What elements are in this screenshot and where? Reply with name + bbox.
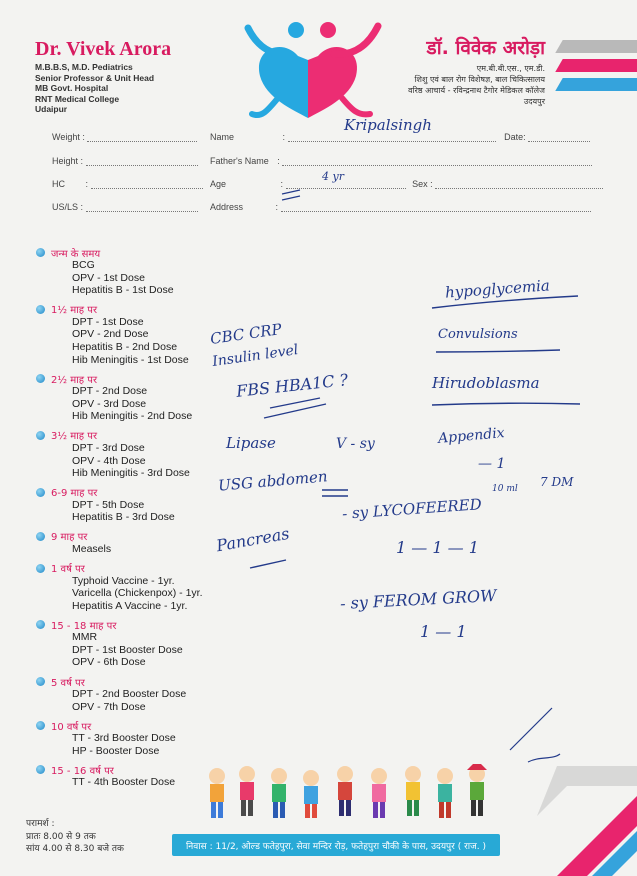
vaccine-item: DPT - 5th Dose bbox=[72, 498, 145, 511]
patient-name-handwritten: Kripalsingh bbox=[344, 116, 432, 134]
hw-diagnosis-4: Appendix bbox=[437, 425, 506, 447]
residence-address-banner: निवास : 11/2, ओल्ड फतेहपुरा, सेवा मन्दिर रोड़, फतेहपुरा चौकी के पास, उदयपुर ( राज. ) bbox=[172, 834, 500, 856]
vaccine-item: Hepatitis B - 2nd Dose bbox=[72, 340, 178, 353]
schedule-heading-text: 2½ माह पर bbox=[51, 374, 98, 386]
vaccine-item: Hib Meningitis - 2nd Dose bbox=[72, 410, 193, 423]
schedule-heading-text: 15 - 16 वर्ष पर bbox=[51, 765, 114, 777]
schedule-heading-text: 1½ माह पर bbox=[51, 305, 98, 317]
vaccine-item: DPT - 2nd Booster Dose bbox=[72, 688, 187, 701]
hw-rx-3: - sy FEROM GROW bbox=[339, 585, 498, 614]
vaccine-item: DPT - 1st Dose bbox=[72, 315, 144, 328]
hw-test-5: USG abdomen bbox=[217, 467, 329, 495]
hw-dose-1: 1 — 1 — 1 bbox=[396, 538, 479, 557]
sex-label: Sex : bbox=[412, 179, 433, 189]
fathers-name-label: Father's Name bbox=[210, 156, 269, 166]
vaccine-item: MMR bbox=[72, 631, 98, 644]
vaccine-item: Hepatitis B - 1st Dose bbox=[72, 284, 174, 297]
hw-rx-2: - sy LYCOFEERED bbox=[341, 495, 483, 523]
vaccine-item: OPV - 3rd Dose bbox=[72, 397, 147, 410]
schedule-heading-text: 9 माह पर bbox=[51, 532, 88, 544]
qual-line-hi: उदयपुर bbox=[523, 97, 545, 106]
hw-test-3: FBS HBA1C ? bbox=[235, 370, 349, 401]
vaccine-item: DPT - 1st Booster Dose bbox=[72, 643, 183, 656]
schedule-heading-text: 5 वर्ष पर bbox=[51, 677, 85, 689]
address-field: Address : bbox=[210, 202, 591, 212]
vaccine-item: DPT - 3rd Dose bbox=[72, 441, 145, 454]
hw-dose-top: — 1 bbox=[478, 456, 506, 472]
vaccine-item: OPV - 2nd Dose bbox=[72, 328, 149, 341]
vaccine-item: OPV - 1st Dose bbox=[72, 271, 145, 284]
qual-line: MB Govt. Hospital bbox=[35, 83, 109, 93]
vaccine-item: Hepatitis A Vaccine - 1yr. bbox=[72, 599, 188, 612]
hw-dose-2: 1 — 1 bbox=[420, 622, 467, 641]
vaccine-item: OPV - 7th Dose bbox=[72, 700, 146, 713]
date-label: Date: bbox=[504, 132, 526, 142]
schedule-heading-text: 15 - 18 माह पर bbox=[51, 620, 117, 632]
address-label: Address bbox=[210, 202, 244, 212]
usls-label: US/LS : bbox=[52, 202, 84, 212]
doctor-name-english: Dr. Vivek Arora bbox=[35, 38, 172, 60]
vaccine-item: BCG bbox=[72, 259, 95, 271]
vaccine-item: OPV - 4th Dose bbox=[72, 454, 146, 467]
vaccine-item: OPV - 6th Dose bbox=[72, 656, 146, 669]
vaccine-item: Hib Meningitis - 1st Dose bbox=[72, 353, 189, 366]
age-field: Age : Sex : bbox=[210, 179, 603, 189]
qual-line-hi: वरिष्ठ आचार्य - रविन्द्रनाथ टैगोर मेडिकल कॉलेज bbox=[408, 86, 545, 95]
vaccine-item: Hib Meningitis - 3rd Dose bbox=[72, 467, 190, 480]
timings-morning: प्रातः 8.00 से 9 तक bbox=[26, 831, 96, 842]
corner-decoration bbox=[517, 756, 637, 876]
hw-rx-1: V - sy bbox=[336, 436, 375, 452]
qual-line: Udaipur bbox=[35, 104, 68, 114]
vaccine-item: Typhoid Vaccine - 1yr. bbox=[72, 574, 175, 587]
name-field: Name : Date: bbox=[210, 132, 590, 142]
name-label: Name bbox=[210, 132, 235, 142]
qual-line-hi: शिशु एवं बाल रोग विशेषज्ञ, बाल चिकित्सालय bbox=[414, 75, 545, 84]
weight-label: Weight : bbox=[52, 132, 85, 142]
hc-field: HC : bbox=[52, 179, 203, 189]
vaccine-item: Varicella (Chickenpox) - 1yr. bbox=[72, 587, 203, 600]
vaccine-item: TT - 4th Booster Dose bbox=[72, 776, 176, 789]
consultation-timings bbox=[26, 818, 124, 856]
hc-label: HC bbox=[52, 179, 65, 189]
hw-diagnosis-1: hypoglycemia bbox=[444, 276, 551, 302]
schedule-heading-text: 10 वर्ष पर bbox=[51, 721, 92, 733]
qual-line-hi: एम.बी.बी.एस., एम.डी. bbox=[476, 64, 545, 73]
children-illustration bbox=[205, 764, 505, 824]
hw-test-1: CBC CRP bbox=[209, 320, 283, 348]
timings-title: परामर्श : bbox=[26, 819, 55, 829]
hw-diagnosis-2: Convulsions bbox=[438, 327, 518, 342]
height-label: Height : bbox=[52, 156, 84, 166]
qual-line: M.B.B.S, M.D. Pediatrics bbox=[35, 62, 133, 72]
hw-test-4: Lipase bbox=[226, 434, 276, 452]
hw-diagnosis-3: Hirudoblasma bbox=[432, 374, 540, 392]
qual-line: Senior Professor & Unit Head bbox=[35, 72, 155, 83]
schedule-heading-text: 6-9 माह पर bbox=[51, 488, 98, 500]
patient-age-handwritten: 4 yr bbox=[322, 170, 344, 183]
hw-rx-2-note2: 7 DM bbox=[540, 475, 574, 489]
vaccine-item: DPT - 2nd Dose bbox=[72, 385, 148, 398]
schedule-heading-text: 1 वर्ष पर bbox=[51, 564, 85, 575]
vaccine-item: Measels bbox=[72, 542, 112, 555]
schedule-heading-text: जन्म के समय bbox=[51, 248, 101, 260]
vaccine-item: HP - Booster Dose bbox=[72, 744, 160, 757]
hw-test-6: Pancreas bbox=[214, 523, 291, 556]
timings-evening: सांय 4.00 से 8.30 बजे तक bbox=[26, 844, 124, 854]
qual-line: RNT Medical College bbox=[35, 93, 120, 104]
age-label: Age bbox=[210, 179, 227, 189]
schedule-heading-text: 3½ माह पर bbox=[51, 431, 98, 443]
hw-rx-2-note: 10 ml bbox=[492, 484, 518, 494]
hw-test-2: Insulin level bbox=[211, 342, 300, 370]
fathers-name-field: Father's Name : bbox=[210, 156, 592, 166]
doctor-name-hindi: डॉ. विवेक अरोड़ा bbox=[426, 37, 545, 59]
vaccine-item: TT - 3rd Booster Dose bbox=[72, 732, 176, 745]
vaccine-item: Hepatitis B - 3rd Dose bbox=[72, 511, 175, 524]
